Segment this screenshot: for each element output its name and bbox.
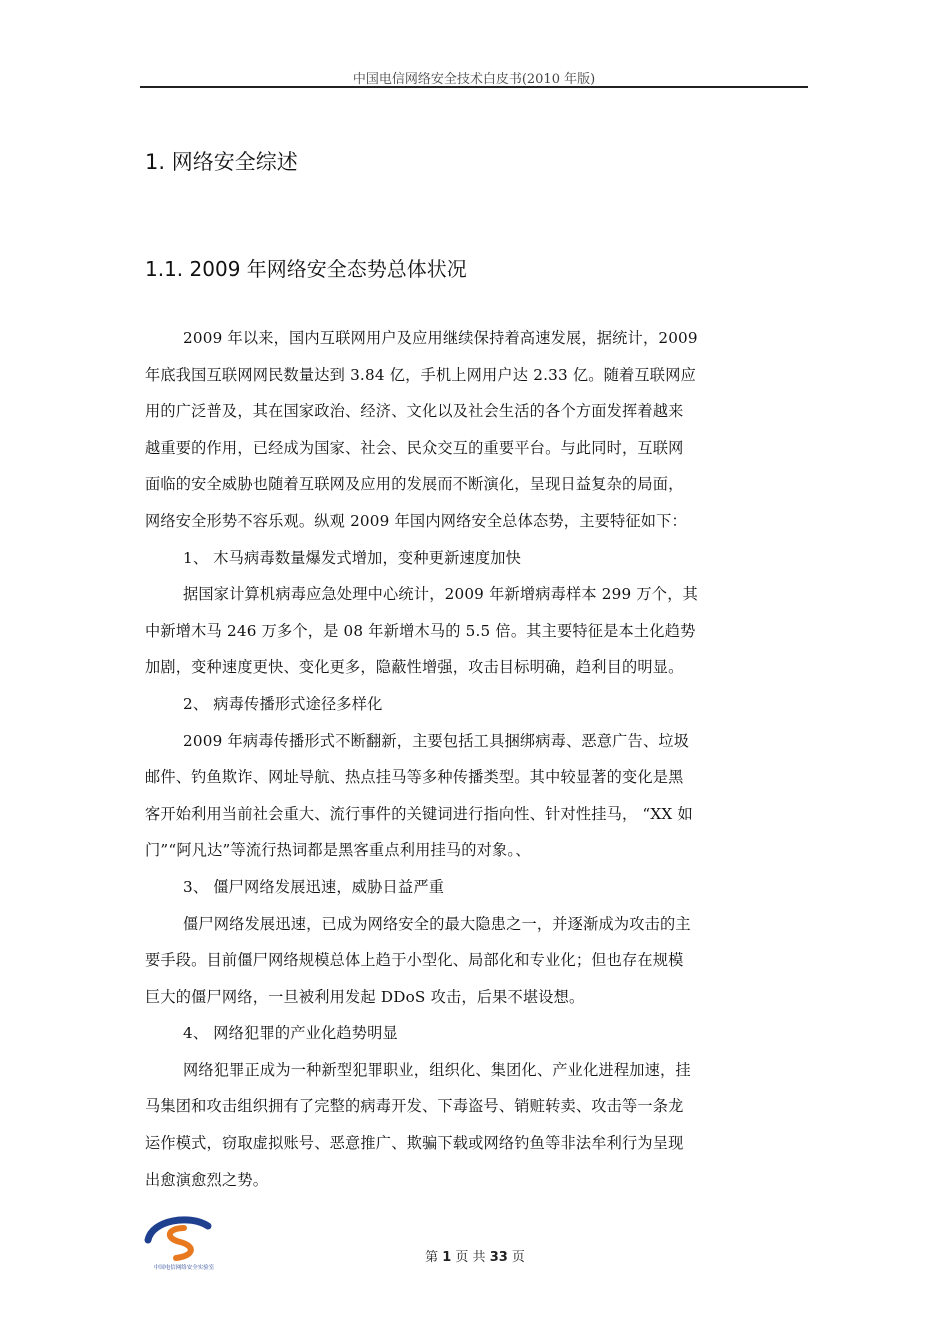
- paragraph-line: 马集团和攻击组织拥有了完整的病毒开发、下毒盗号、销赃转卖、攻击等一条龙: [145, 1097, 684, 1116]
- paragraph-line: 用的广泛普及，其在国家政治、经济、文化以及社会生活的各个方面发挥着越来: [145, 402, 684, 421]
- page-header: 中国电信网络安全技术白皮书(2010 年版): [352, 72, 596, 87]
- paragraph-line: 巨大的僵尸网络，一旦被利用发起 DDoS 攻击，后果不堪设想。: [145, 987, 585, 1006]
- list-heading: 3、 僵尸网络发展迅速，威胁日益严重: [183, 877, 445, 896]
- paragraph-line: 加剧，变种速度更快、变化更多，隐蔽性增强，攻击目标明确，趋利目的明显。: [145, 658, 684, 677]
- list-heading: 4、 网络犯罪的产业化趋势明显: [183, 1024, 398, 1043]
- heading-1: 1. 网络安全综述: [145, 150, 298, 174]
- list-heading: 2、 病毒传播形式途径多样化: [183, 694, 383, 713]
- page-footer: [0, 1246, 950, 1265]
- paragraph-line: 据国家计算机病毒应急处理中心统计，2009 年新增病毒样本 299 万个，其: [183, 585, 698, 604]
- footer-mid: 页 共: [455, 1250, 486, 1265]
- paragraph-line: 网络安全形势不容乐观。纵观 2009 年国内网络安全总体态势，主要特征如下：: [145, 511, 687, 530]
- paragraph-line: 中新增木马 246 万多个，是 08 年新增木马的 5.5 倍。其主要特征是本土化趋势: [145, 621, 696, 640]
- paragraph-line: 门”“阿凡达”等流行热词都是黑客重点利用挂马的对象。、: [145, 841, 531, 860]
- paragraph-line: 要手段。目前僵尸网络规模总体上趋于小型化、局部化和专业化；但也存在规模: [145, 951, 684, 970]
- paragraph-line: 网络犯罪正成为一种新型犯罪职业，组织化、集团化、产业化进程加速，挂: [183, 1060, 691, 1079]
- paragraph-line: 面临的安全威胁也随着互联网及应用的发展而不断演化，呈现日益复杂的局面，: [145, 475, 684, 494]
- paragraph-line: 僵尸网络发展迅速，已成为网络安全的最大隐患之一，并逐渐成为攻击的主: [183, 914, 691, 933]
- paragraph-line: 越重要的作用，已经成为国家、社会、民众交互的重要平台。与此同时，互联网: [145, 438, 684, 457]
- header-rule: [140, 86, 808, 88]
- svg-text:中国电信网络安全实验室: 中国电信网络安全实验室: [153, 1265, 215, 1271]
- paragraph-line: 出愈演愈烈之势。: [145, 1170, 269, 1189]
- footer-prefix: 第: [425, 1250, 439, 1265]
- list-heading: 1、 木马病毒数量爆发式增加，变种更新速度加快: [183, 548, 522, 567]
- paragraph-line: 年底我国互联网网民数量达到 3.84 亿，手机上网用户达 2.33 亿。随着互联网应: [145, 365, 696, 384]
- heading-2: 1.1. 2009 年网络安全态势总体状况: [145, 257, 467, 281]
- footer-suffix: 页: [511, 1250, 525, 1265]
- footer-page-number: 1: [442, 1250, 452, 1265]
- paragraph-line: 邮件、钓鱼欺诈、网址导航、热点挂马等多种传播类型。其中较显著的变化是黑: [145, 768, 684, 787]
- footer-total-pages: 33: [489, 1250, 508, 1265]
- body-text: [145, 320, 765, 1198]
- paragraph-line: 2009 年以来，国内互联网用户及应用继续保持着高速发展，据统计，2009: [183, 329, 698, 347]
- paragraph-line: 客开始利用当前社会重大、流行事件的关键词进行指向性、针对性挂马， “XX 如: [145, 804, 693, 823]
- paragraph-line: 运作模式，窃取虚拟账号、恶意推广、欺骗下载或网络钓鱼等非法牟利行为呈现: [145, 1134, 684, 1153]
- paragraph-line: 2009 年病毒传播形式不断翻新，主要包括工具捆绑病毒、恶意广告、垃圾: [183, 731, 690, 750]
